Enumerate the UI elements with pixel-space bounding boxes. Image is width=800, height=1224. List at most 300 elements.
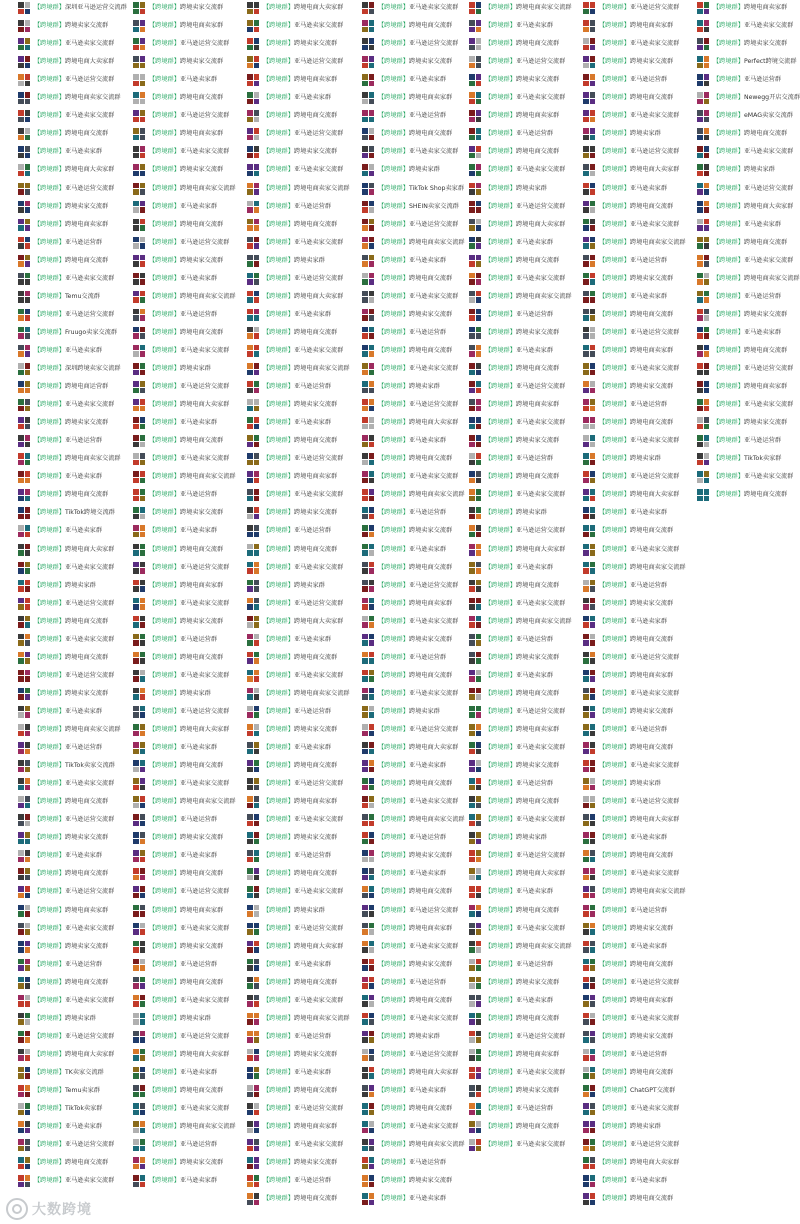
group-list-item[interactable] xyxy=(18,236,130,250)
group-list-item[interactable] xyxy=(133,524,245,538)
group-list-item[interactable] xyxy=(362,885,474,899)
group-list-item[interactable] xyxy=(133,452,245,466)
group-list-item[interactable] xyxy=(18,145,130,159)
group-list-item[interactable] xyxy=(18,19,130,33)
group-list-item[interactable] xyxy=(362,579,474,593)
group-list-item[interactable] xyxy=(133,91,245,105)
group-list-item[interactable] xyxy=(469,940,581,954)
group-list-item[interactable] xyxy=(18,994,130,1008)
group-list-item[interactable] xyxy=(583,885,695,899)
group-list-item[interactable] xyxy=(18,434,130,448)
group-list-item[interactable] xyxy=(18,831,130,845)
group-list-item[interactable] xyxy=(247,1156,359,1170)
group-list-item[interactable] xyxy=(247,741,359,755)
group-list-item[interactable] xyxy=(583,254,695,268)
group-list-item[interactable] xyxy=(362,633,474,647)
group-list-item[interactable] xyxy=(133,434,245,448)
group-list-item[interactable] xyxy=(362,687,474,701)
group-list-item[interactable] xyxy=(247,723,359,737)
group-list-item[interactable] xyxy=(247,867,359,881)
group-list-item[interactable] xyxy=(133,308,245,322)
group-list-item[interactable] xyxy=(133,1030,245,1044)
group-list-item[interactable] xyxy=(18,1030,130,1044)
group-list-item[interactable] xyxy=(697,308,800,322)
group-list-item[interactable] xyxy=(247,145,359,159)
group-list-item[interactable] xyxy=(469,55,581,69)
group-list-item[interactable] xyxy=(18,723,130,737)
group-list-item[interactable] xyxy=(583,1012,695,1026)
group-list-item[interactable] xyxy=(247,19,359,33)
group-list-item[interactable] xyxy=(18,272,130,286)
group-list-item[interactable] xyxy=(247,236,359,250)
group-list-item[interactable] xyxy=(133,615,245,629)
group-list-item[interactable] xyxy=(133,958,245,972)
group-list-item[interactable] xyxy=(583,218,695,232)
group-list-item[interactable] xyxy=(469,976,581,990)
group-list-item[interactable] xyxy=(247,37,359,51)
group-list-item[interactable] xyxy=(697,218,800,232)
group-list-item[interactable] xyxy=(583,19,695,33)
group-list-item[interactable] xyxy=(583,1138,695,1152)
group-list-item[interactable] xyxy=(469,831,581,845)
group-list-item[interactable] xyxy=(697,55,800,69)
group-list-item[interactable] xyxy=(697,290,800,304)
group-list-item[interactable] xyxy=(133,290,245,304)
group-list-item[interactable] xyxy=(469,958,581,972)
group-list-item[interactable] xyxy=(133,849,245,863)
group-list-item[interactable] xyxy=(583,37,695,51)
group-list-item[interactable] xyxy=(133,145,245,159)
group-list-item[interactable] xyxy=(362,272,474,286)
group-list-item[interactable] xyxy=(18,416,130,430)
group-list-item[interactable] xyxy=(133,813,245,827)
group-list-item[interactable] xyxy=(469,759,581,773)
group-list-item[interactable] xyxy=(247,218,359,232)
group-list-item[interactable] xyxy=(18,182,130,196)
group-list-item[interactable] xyxy=(469,597,581,611)
group-list-item[interactable] xyxy=(18,91,130,105)
group-list-item[interactable] xyxy=(697,380,800,394)
group-list-item[interactable] xyxy=(583,326,695,340)
group-list-item[interactable] xyxy=(18,218,130,232)
group-list-item[interactable] xyxy=(362,1138,474,1152)
group-list-item[interactable] xyxy=(18,1138,130,1152)
group-list-item[interactable] xyxy=(133,380,245,394)
group-list-item[interactable] xyxy=(133,1,245,15)
group-list-item[interactable] xyxy=(18,940,130,954)
group-list-item[interactable] xyxy=(133,236,245,250)
group-list-item[interactable] xyxy=(133,19,245,33)
group-list-item[interactable] xyxy=(583,1192,695,1206)
group-list-item[interactable] xyxy=(697,272,800,286)
group-list-item[interactable] xyxy=(362,524,474,538)
group-list-item[interactable] xyxy=(362,597,474,611)
group-list-item[interactable] xyxy=(469,37,581,51)
group-list-item[interactable] xyxy=(583,669,695,683)
group-list-item[interactable] xyxy=(362,1102,474,1116)
group-list-item[interactable] xyxy=(362,37,474,51)
group-list-item[interactable] xyxy=(469,236,581,250)
group-list-item[interactable] xyxy=(583,904,695,918)
group-list-item[interactable] xyxy=(18,1102,130,1116)
group-list-item[interactable] xyxy=(133,218,245,232)
group-list-item[interactable] xyxy=(133,1138,245,1152)
group-list-item[interactable] xyxy=(469,1138,581,1152)
group-list-item[interactable] xyxy=(247,380,359,394)
group-list-item[interactable] xyxy=(247,326,359,340)
group-list-item[interactable] xyxy=(362,344,474,358)
group-list-item[interactable] xyxy=(469,109,581,123)
group-list-item[interactable] xyxy=(697,254,800,268)
group-list-item[interactable] xyxy=(583,524,695,538)
group-list-item[interactable] xyxy=(18,308,130,322)
group-list-item[interactable] xyxy=(469,687,581,701)
group-list-item[interactable] xyxy=(469,741,581,755)
group-list-item[interactable] xyxy=(18,795,130,809)
group-list-item[interactable] xyxy=(469,561,581,575)
group-list-item[interactable] xyxy=(362,1084,474,1098)
group-list-item[interactable] xyxy=(133,1066,245,1080)
group-list-item[interactable] xyxy=(469,326,581,340)
group-list-item[interactable] xyxy=(362,1174,474,1188)
group-list-item[interactable] xyxy=(583,470,695,484)
group-list-item[interactable] xyxy=(583,127,695,141)
group-list-item[interactable] xyxy=(247,1102,359,1116)
group-list-item[interactable] xyxy=(469,795,581,809)
group-list-item[interactable] xyxy=(583,723,695,737)
group-list-item[interactable] xyxy=(583,1102,695,1116)
group-list-item[interactable] xyxy=(469,254,581,268)
group-list-item[interactable] xyxy=(362,1120,474,1134)
group-list-item[interactable] xyxy=(247,1120,359,1134)
group-list-item[interactable] xyxy=(133,759,245,773)
group-list-item[interactable] xyxy=(583,741,695,755)
group-list-item[interactable] xyxy=(362,182,474,196)
group-list-item[interactable] xyxy=(247,398,359,412)
group-list-item[interactable] xyxy=(247,55,359,69)
group-list-item[interactable] xyxy=(697,1,800,15)
group-list-item[interactable] xyxy=(362,308,474,322)
group-list-item[interactable] xyxy=(583,1030,695,1044)
group-list-item[interactable] xyxy=(697,200,800,214)
group-list-item[interactable] xyxy=(583,994,695,1008)
group-list-item[interactable] xyxy=(18,55,130,69)
group-list-item[interactable] xyxy=(133,506,245,520)
group-list-item[interactable] xyxy=(247,127,359,141)
group-list-item[interactable] xyxy=(697,416,800,430)
group-list-item[interactable] xyxy=(247,1174,359,1188)
group-list-item[interactable] xyxy=(362,73,474,87)
group-list-item[interactable] xyxy=(133,597,245,611)
group-list-item[interactable] xyxy=(133,669,245,683)
group-list-item[interactable] xyxy=(362,994,474,1008)
group-list-item[interactable] xyxy=(362,723,474,737)
group-list-item[interactable] xyxy=(133,885,245,899)
group-list-item[interactable] xyxy=(247,362,359,376)
group-list-item[interactable] xyxy=(469,885,581,899)
group-list-item[interactable] xyxy=(133,416,245,430)
group-list-item[interactable] xyxy=(469,651,581,665)
group-list-item[interactable] xyxy=(583,200,695,214)
group-list-item[interactable] xyxy=(583,633,695,647)
group-list-item[interactable] xyxy=(247,759,359,773)
group-list-item[interactable] xyxy=(18,651,130,665)
group-list-item[interactable] xyxy=(133,163,245,177)
group-list-item[interactable] xyxy=(583,849,695,863)
group-list-item[interactable] xyxy=(469,272,581,286)
group-list-item[interactable] xyxy=(133,1174,245,1188)
group-list-item[interactable] xyxy=(247,1066,359,1080)
group-list-item[interactable] xyxy=(362,669,474,683)
group-list-item[interactable] xyxy=(247,416,359,430)
group-list-item[interactable] xyxy=(583,398,695,412)
group-list-item[interactable] xyxy=(583,145,695,159)
group-list-item[interactable] xyxy=(583,777,695,791)
group-list-item[interactable] xyxy=(469,705,581,719)
group-list-item[interactable] xyxy=(247,452,359,466)
group-list-item[interactable] xyxy=(18,488,130,502)
group-list-item[interactable] xyxy=(133,579,245,593)
group-list-item[interactable] xyxy=(133,741,245,755)
group-list-item[interactable] xyxy=(133,200,245,214)
group-list-item[interactable] xyxy=(247,687,359,701)
group-list-item[interactable] xyxy=(362,1,474,15)
group-list-item[interactable] xyxy=(583,182,695,196)
group-list-item[interactable] xyxy=(362,1192,474,1206)
group-list-item[interactable] xyxy=(362,615,474,629)
group-list-item[interactable] xyxy=(362,326,474,340)
group-list-item[interactable] xyxy=(469,344,581,358)
group-list-item[interactable] xyxy=(362,867,474,881)
group-list-item[interactable] xyxy=(697,127,800,141)
group-list-item[interactable] xyxy=(18,813,130,827)
group-list-item[interactable] xyxy=(133,362,245,376)
group-list-item[interactable] xyxy=(362,236,474,250)
group-list-item[interactable] xyxy=(133,109,245,123)
group-list-item[interactable] xyxy=(583,1084,695,1098)
group-list-item[interactable] xyxy=(133,73,245,87)
group-list-item[interactable] xyxy=(247,1030,359,1044)
group-list-item[interactable] xyxy=(583,705,695,719)
group-list-item[interactable] xyxy=(362,163,474,177)
group-list-item[interactable] xyxy=(469,91,581,105)
group-list-item[interactable] xyxy=(247,651,359,665)
group-list-item[interactable] xyxy=(583,109,695,123)
group-list-item[interactable] xyxy=(469,163,581,177)
group-list-item[interactable] xyxy=(469,127,581,141)
group-list-item[interactable] xyxy=(469,19,581,33)
group-list-item[interactable] xyxy=(583,73,695,87)
group-list-item[interactable] xyxy=(469,1012,581,1026)
group-list-item[interactable] xyxy=(469,579,581,593)
group-list-item[interactable] xyxy=(583,163,695,177)
group-list-item[interactable] xyxy=(18,1,130,15)
group-list-item[interactable] xyxy=(469,452,581,466)
group-list-item[interactable] xyxy=(247,344,359,358)
group-list-item[interactable] xyxy=(18,398,130,412)
group-list-item[interactable] xyxy=(133,344,245,358)
group-list-item[interactable] xyxy=(583,308,695,322)
group-list-item[interactable] xyxy=(133,705,245,719)
group-list-item[interactable] xyxy=(362,651,474,665)
group-list-item[interactable] xyxy=(583,488,695,502)
group-list-item[interactable] xyxy=(133,976,245,990)
group-list-item[interactable] xyxy=(362,1048,474,1062)
group-list-item[interactable] xyxy=(362,976,474,990)
group-list-item[interactable] xyxy=(362,254,474,268)
group-list-item[interactable] xyxy=(469,669,581,683)
group-list-item[interactable] xyxy=(583,55,695,69)
group-list-item[interactable] xyxy=(18,344,130,358)
group-list-item[interactable] xyxy=(18,452,130,466)
group-list-item[interactable] xyxy=(583,1066,695,1080)
group-list-item[interactable] xyxy=(583,687,695,701)
group-list-item[interactable] xyxy=(362,380,474,394)
group-list-item[interactable] xyxy=(469,904,581,918)
group-list-item[interactable] xyxy=(18,579,130,593)
group-list-item[interactable] xyxy=(583,940,695,954)
group-list-item[interactable] xyxy=(247,561,359,575)
group-list-item[interactable] xyxy=(583,452,695,466)
group-list-item[interactable] xyxy=(362,127,474,141)
group-list-item[interactable] xyxy=(18,849,130,863)
group-list-item[interactable] xyxy=(583,1120,695,1134)
group-list-item[interactable] xyxy=(469,723,581,737)
group-list-item[interactable] xyxy=(18,705,130,719)
group-list-item[interactable] xyxy=(583,1156,695,1170)
group-list-item[interactable] xyxy=(583,1,695,15)
group-list-item[interactable] xyxy=(133,127,245,141)
group-list-item[interactable] xyxy=(697,362,800,376)
group-list-item[interactable] xyxy=(247,488,359,502)
group-list-item[interactable] xyxy=(697,19,800,33)
group-list-item[interactable] xyxy=(247,163,359,177)
group-list-item[interactable] xyxy=(362,741,474,755)
group-list-item[interactable] xyxy=(18,615,130,629)
group-list-item[interactable] xyxy=(133,777,245,791)
group-list-item[interactable] xyxy=(133,326,245,340)
group-list-item[interactable] xyxy=(247,254,359,268)
group-list-item[interactable] xyxy=(18,1012,130,1026)
group-list-item[interactable] xyxy=(583,759,695,773)
group-list-item[interactable] xyxy=(469,524,581,538)
group-list-item[interactable] xyxy=(583,561,695,575)
group-list-item[interactable] xyxy=(247,543,359,557)
group-list-item[interactable] xyxy=(469,867,581,881)
group-list-item[interactable] xyxy=(362,958,474,972)
group-list-item[interactable] xyxy=(247,795,359,809)
group-list-item[interactable] xyxy=(469,200,581,214)
group-list-item[interactable] xyxy=(133,37,245,51)
group-list-item[interactable] xyxy=(18,1120,130,1134)
group-list-item[interactable] xyxy=(133,922,245,936)
group-list-item[interactable] xyxy=(583,867,695,881)
group-list-item[interactable] xyxy=(133,633,245,647)
group-list-item[interactable] xyxy=(469,1084,581,1098)
group-list-item[interactable] xyxy=(133,272,245,286)
group-list-item[interactable] xyxy=(18,867,130,881)
group-list-item[interactable] xyxy=(247,976,359,990)
group-list-item[interactable] xyxy=(362,1066,474,1080)
group-list-item[interactable] xyxy=(469,615,581,629)
group-list-item[interactable] xyxy=(18,163,130,177)
group-list-item[interactable] xyxy=(133,723,245,737)
group-list-item[interactable] xyxy=(697,434,800,448)
group-list-item[interactable] xyxy=(697,344,800,358)
group-list-item[interactable] xyxy=(362,940,474,954)
group-list-item[interactable] xyxy=(362,218,474,232)
group-list-item[interactable] xyxy=(133,904,245,918)
group-list-item[interactable] xyxy=(583,976,695,990)
group-list-item[interactable] xyxy=(18,1084,130,1098)
group-list-item[interactable] xyxy=(469,362,581,376)
group-list-item[interactable] xyxy=(133,1102,245,1116)
group-list-item[interactable] xyxy=(362,290,474,304)
group-list-item[interactable] xyxy=(583,1174,695,1188)
group-list-item[interactable] xyxy=(583,813,695,827)
group-list-item[interactable] xyxy=(247,922,359,936)
group-list-item[interactable] xyxy=(583,958,695,972)
group-list-item[interactable] xyxy=(247,994,359,1008)
group-list-item[interactable] xyxy=(697,236,800,250)
group-list-item[interactable] xyxy=(697,37,800,51)
group-list-item[interactable] xyxy=(697,182,800,196)
group-list-item[interactable] xyxy=(247,813,359,827)
group-list-item[interactable] xyxy=(362,19,474,33)
group-list-item[interactable] xyxy=(362,488,474,502)
group-list-item[interactable] xyxy=(247,182,359,196)
group-list-item[interactable] xyxy=(247,1192,359,1206)
group-list-item[interactable] xyxy=(362,470,474,484)
group-list-item[interactable] xyxy=(362,849,474,863)
group-list-item[interactable] xyxy=(247,73,359,87)
group-list-item[interactable] xyxy=(469,543,581,557)
group-list-item[interactable] xyxy=(247,1138,359,1152)
group-list-item[interactable] xyxy=(133,470,245,484)
group-list-item[interactable] xyxy=(469,633,581,647)
group-list-item[interactable] xyxy=(247,669,359,683)
group-list-item[interactable] xyxy=(18,362,130,376)
group-list-item[interactable] xyxy=(247,597,359,611)
group-list-item[interactable] xyxy=(18,1048,130,1062)
group-list-item[interactable] xyxy=(133,867,245,881)
group-list-item[interactable] xyxy=(133,1048,245,1062)
group-list-item[interactable] xyxy=(362,200,474,214)
group-list-item[interactable] xyxy=(583,91,695,105)
group-list-item[interactable] xyxy=(697,398,800,412)
group-list-item[interactable] xyxy=(362,777,474,791)
group-list-item[interactable] xyxy=(133,940,245,954)
group-list-item[interactable] xyxy=(133,1012,245,1026)
group-list-item[interactable] xyxy=(18,1156,130,1170)
group-list-item[interactable] xyxy=(469,398,581,412)
group-list-item[interactable] xyxy=(247,904,359,918)
group-list-item[interactable] xyxy=(18,109,130,123)
group-list-item[interactable] xyxy=(469,145,581,159)
group-list-item[interactable] xyxy=(18,254,130,268)
group-list-item[interactable] xyxy=(247,506,359,520)
group-list-item[interactable] xyxy=(18,524,130,538)
group-list-item[interactable] xyxy=(583,272,695,286)
group-list-item[interactable] xyxy=(583,795,695,809)
group-list-item[interactable] xyxy=(469,1120,581,1134)
group-list-item[interactable] xyxy=(133,398,245,412)
group-list-item[interactable] xyxy=(18,741,130,755)
group-list-item[interactable] xyxy=(469,218,581,232)
group-list-item[interactable] xyxy=(133,994,245,1008)
group-list-item[interactable] xyxy=(133,55,245,69)
group-list-item[interactable] xyxy=(697,109,800,123)
